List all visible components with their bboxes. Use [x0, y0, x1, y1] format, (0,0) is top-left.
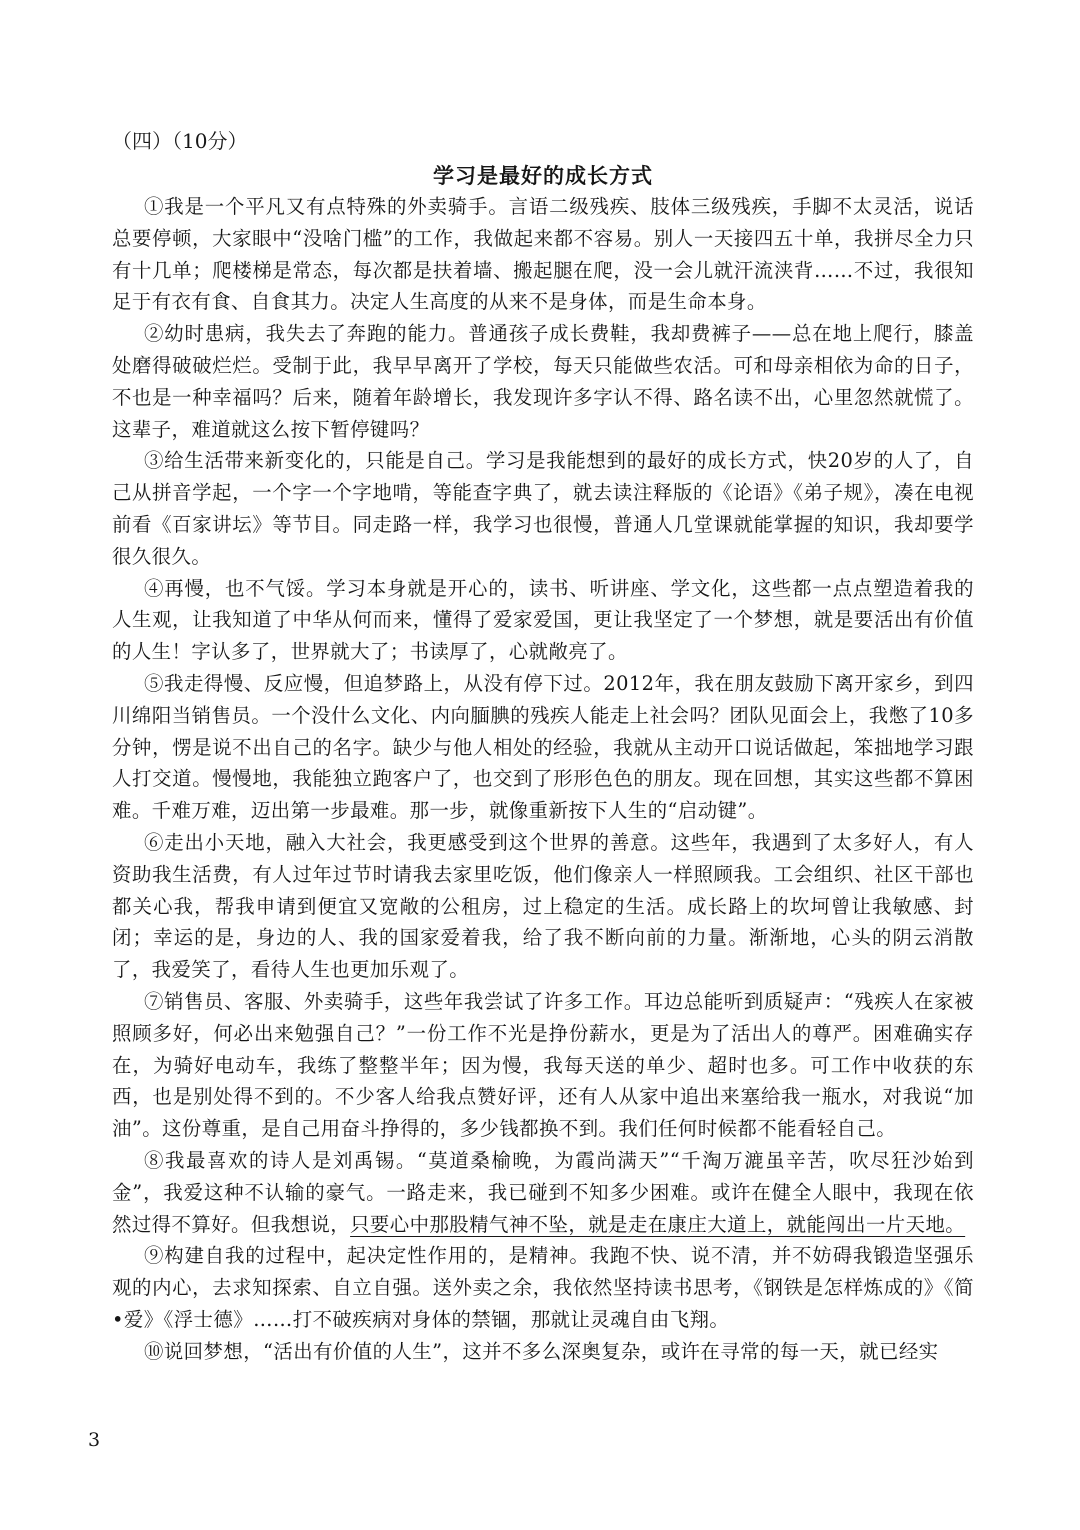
paragraph-6: ⑥走出小天地，融入大社会，我更感受到这个世界的善意。这些年，我遇到了太多好人，有人资助我生活费，有人过年过节时请我去家里吃饭，他们像亲人一样照顾我。工会组织、社区干部也都关心我，帮我申请到便宜又宽敞的公租房，过上稳定的生活。成长路上的坎坷曾让我敏感、封闭；幸运的是，身边的人、我的国家爱着我，给了我不断向前的力量。渐渐地，心头的阴云消散了，我爱笑了，看待人生也更加乐观了。: [112, 830, 974, 982]
paragraph-7: ⑦销售员、客服、外卖骑手，这些年我尝试了许多工作。耳边总能听到质疑声：“残疾人在家被照顾多好，何必出来勉强自己？”一份工作不光是挣份薪水，更是为了活出人的尊严。困难确实存在，为骑好电动车，我练了整整半年；因为慢，我每天送的单少、超时也多。可工作中收获的东西，也是别处得不到的。不少客人给我点赞好评，还有人从家中追出来塞给我一瓶水，对我说“加油”。这份尊重，是自己用奋斗挣得的，多少钱都换不到。我们任何时候都不能看轻自己。: [112, 989, 974, 1141]
paragraph-8: [112, 1145, 974, 1240]
paragraph-9: ⑨构建自我的过程中，起决定性作用的，是精神。我跑不快、说不清，并不妨碍我锻造坚强乐观的内心，去求知探索、自立自强。送外卖之余，我依然坚持读书思考，《钢铁是怎样炼成的》《简•爱》《浮士德》……打不破疾病对身体的禁锢，那就让灵魂自由飞翔。: [112, 1244, 974, 1331]
page-number: 3: [88, 1429, 101, 1451]
paragraph-2: ②幼时患病，我失去了奔跑的能力。普通孩子成长费鞋，我却费裤子——总在地上爬行，膝盖处磨得破破烂烂。受制于此，我早早离开了学校，每天只能做些农活。可和母亲相依为命的日子，不也是一种幸福吗？后来，随着年龄增长，我发现许多字认不得、路名读不出，心里忽然就慌了。这辈子，难道就这么按下暂停键吗？: [112, 322, 974, 441]
paragraph-5: ⑤我走得慢、反应慢，但追梦路上，从没有停下过。2012年，我在朋友鼓励下离开家乡，到四川绵阳当销售员。一个没什么文化、内向腼腆的残疾人能走上社会吗？团队见面会上，我憋了10多分钟，愣是说不出自己的名字。缺少与他人相处的经验，我就从主动开口说话做起，笨拙地学习跟人打交道。慢慢地，我能独立跑客户了，也交到了形形色色的朋友。现在回想，其实这些都不算困难。千难万难，迈出第一步最难。那一步，就像重新按下人生的“启动键”。: [112, 671, 974, 823]
underlined-sentence: 只要心中那股精气神不坠，就是走在康庄大道上，就能闯出一片天地。: [350, 1212, 966, 1236]
paragraph-8-text: ⑧我最喜欢的诗人是刘禹锡。“莫道桑榆晚，为霞尚满天”“千淘万漉虽辛苦，吹尽狂沙始到金”，我爱这种不认输的豪气。一路走来，我已碰到不知多少困难。或许在健全人眼中，我现在依然过得不算好。但我想说，: [112, 1148, 974, 1236]
article-title: 学习是最好的成长方式: [433, 163, 653, 188]
paragraph-1: ①我是一个平凡又有点特殊的外卖骑手。言语二级残疾、肢体三级残疾，手脚不太灵活，说话总要停顿，大家眼中“没啥门槛”的工作，我做起来都不容易。别人一天接四五十单，我拼尽全力只有十几单；爬楼梯是常态，每次都是扶着墙、搬起腿在爬，没一会儿就汗流浃背……不过，我很知足于有衣有食、自食其力。决定人生高度的从来不是身体，而是生命本身。: [112, 195, 974, 314]
exam-page: [112, 125, 974, 1367]
section-header: （四）（10分）: [112, 129, 248, 153]
paragraph-3: ③给生活带来新变化的，只能是自己。学习是我能想到的最好的成长方式，快20岁的人了，自己从拼音学起，一个字一个字地啃，等能查字典了，就去读注释版的《论语》《弟子规》，凑在电视前看《百家讲坛》等节目。同走路一样，我学习也很慢，普通人几堂课就能掌握的知识，我却要学很久很久。: [112, 449, 974, 568]
paragraph-10: ⑩说回梦想，“活出有价值的人生”，这并不多么深奥复杂，或许在寻常的每一天，就已经实: [144, 1339, 939, 1363]
paragraph-4: ④再慢，也不气馁。学习本身就是开心的，读书、听讲座、学文化，这些都一点点塑造着我的人生观，让我知道了中华从何而来，懂得了爱家爱国，更让我坚定了一个梦想，就是要活出有价值的人生！字认多了，世界就大了；书读厚了，心就敞亮了。: [112, 576, 974, 664]
